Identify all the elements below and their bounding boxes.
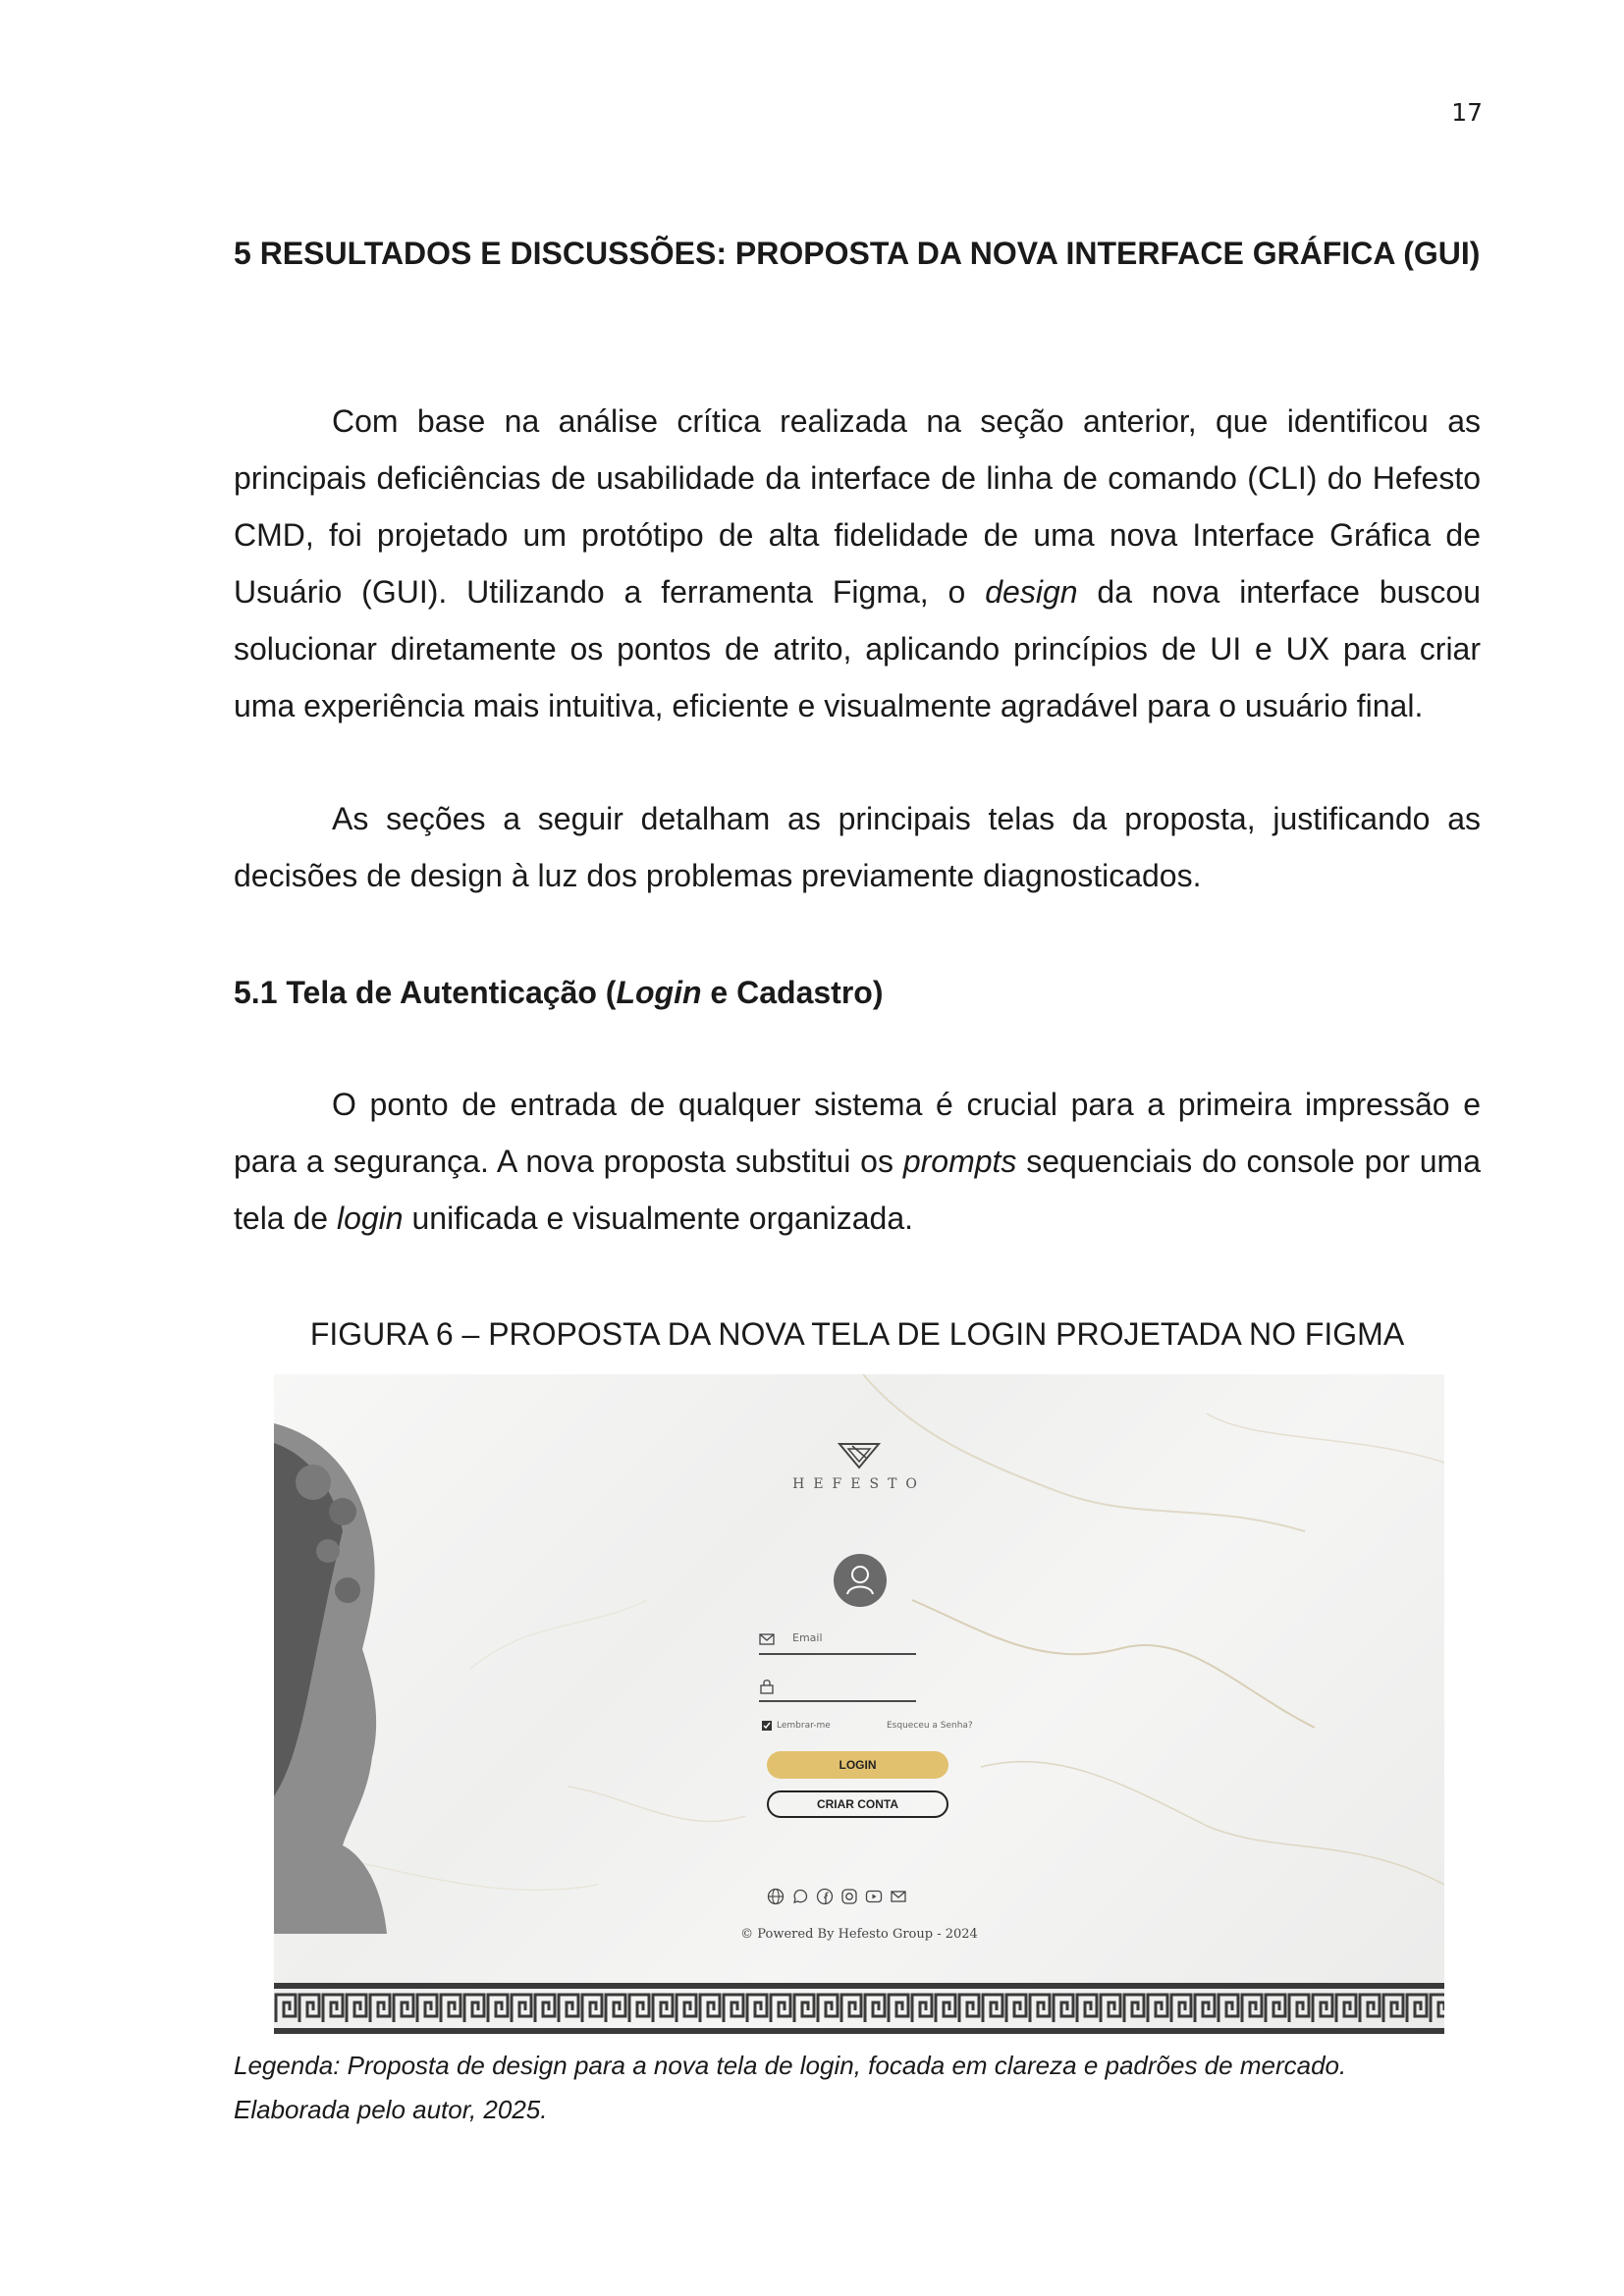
greek-key-unit: [1054, 1995, 1073, 2022]
greek-key-unit: [1407, 1995, 1427, 2022]
remember-checkbox[interactable]: [761, 1720, 773, 1732]
section-heading: 5 RESULTADOS E DISCUSSÕES: PROPOSTA DA NOVA INTERFACE GRÁFICA (GUI): [234, 236, 1481, 271]
greek-key-unit: [1360, 1995, 1380, 2022]
greek-key-unit: [512, 1995, 531, 2022]
greek-key-unit: [299, 1995, 319, 2022]
brand-name: HEFESTO: [792, 1476, 926, 1492]
remember-label: Lembrar-me: [777, 1721, 831, 1731]
greek-key-unit: [323, 1995, 343, 2022]
greek-key-unit: [1006, 1995, 1026, 2022]
greek-key-unit: [276, 1995, 296, 2022]
greek-key-unit: [794, 1995, 814, 2022]
greek-key-unit: [370, 1995, 390, 2022]
greek-key-unit: [724, 1995, 743, 2022]
hefesto-logo-icon: [837, 1441, 882, 1470]
greek-key-unit: [606, 1995, 625, 2022]
user-icon: [834, 1554, 887, 1607]
greek-key-unit: [394, 1995, 413, 2022]
greek-key-unit: [771, 1995, 790, 2022]
page-number: 17: [1451, 98, 1483, 127]
email-label: Email: [792, 1631, 823, 1644]
greek-key-unit: [889, 1995, 908, 2022]
lock-icon: [760, 1679, 774, 1694]
greek-key-unit: [959, 1995, 979, 2022]
paragraph-2: As seções a seguir detalham as principais telas da proposta, justificando as decisões de design à luz dos problemas previamente diagnosticados.: [234, 801, 1481, 893]
greek-key-unit: [1383, 1995, 1403, 2022]
greek-key-unit: [936, 1995, 955, 2022]
greek-key-unit: [1218, 1995, 1238, 2022]
envelope-icon: [759, 1633, 775, 1645]
greek-key-unit: [1030, 1995, 1050, 2022]
greek-key-unit: [629, 1995, 649, 2022]
paragraph-3: O ponto de entrada de qualquer sistema é crucial para a primeira impressão e para a segurança. A nova proposta substitui os prompts sequenciais do console por uma tela de login unificada e visualmente organizada.: [234, 1087, 1482, 1236]
greek-key-unit: [1242, 1995, 1262, 2022]
greek-key-unit: [464, 1995, 484, 2022]
greek-key-unit: [1289, 1995, 1309, 2022]
greek-key-unit: [559, 1995, 578, 2022]
greek-key-unit: [747, 1995, 767, 2022]
figure-title: FIGURA 6 – PROPOSTA DA NOVA TELA DE LOGIN PROJETADA NO FIGMA: [309, 1316, 1405, 1352]
youtube-icon[interactable]: [865, 1888, 883, 1905]
login-button[interactable]: LOGIN: [767, 1751, 948, 1779]
greek-key-border: [274, 1983, 1444, 2034]
greek-key-unit: [1313, 1995, 1332, 2022]
greek-key-unit: [983, 1995, 1002, 2022]
mail-icon[interactable]: [890, 1888, 907, 1905]
greek-key-unit: [1195, 1995, 1215, 2022]
greek-key-unit: [535, 1995, 555, 2022]
greek-key-unit: [818, 1995, 838, 2022]
email-field[interactable]: [759, 1631, 916, 1655]
greek-key-unit: [1124, 1995, 1144, 2022]
greek-key-unit: [912, 1995, 932, 2022]
greek-key-unit: [653, 1995, 673, 2022]
paragraph-1: Com base na análise crítica realizada na seção anterior, que identificou as principais deficiências de usabilidade da interface de linha de comando (CLI) do Hefesto CMD, foi projetado um protótipo de alta fidelidade de uma nova Interface Gráfica de Usuário (GUI). Utilizando a ferramenta Figma, o design da nova interface buscou solucionar diretamente os pontos de atrito, aplicando princípios de UI e UX para criar uma experiência mais intuitiva, eficiente e visualmente agradável para o usuário final.: [234, 403, 1481, 723]
greek-key-unit: [582, 1995, 602, 2022]
greek-key-unit: [1336, 1995, 1356, 2022]
greek-key-unit: [1266, 1995, 1285, 2022]
statue-image: [274, 1423, 411, 1934]
forgot-password-link[interactable]: Esqueceu a Senha?: [887, 1721, 973, 1731]
avatar[interactable]: [834, 1554, 887, 1607]
greek-key-unit: [441, 1995, 460, 2022]
greek-key-unit: [1148, 1995, 1167, 2022]
greek-key-unit: [841, 1995, 861, 2022]
greek-key-unit: [1431, 1995, 1444, 2022]
whatsapp-icon[interactable]: [791, 1888, 809, 1905]
password-field[interactable]: [759, 1679, 916, 1702]
globe-icon[interactable]: [767, 1888, 785, 1905]
figure-caption-source: Elaborada pelo autor, 2025.: [234, 2095, 548, 2124]
figure-caption: Legenda: Proposta de design para a nova tela de login, focada em clareza e padrões de mercado.: [234, 2051, 1347, 2080]
create-account-button[interactable]: CRIAR CONTA: [767, 1790, 948, 1818]
greek-key-unit: [417, 1995, 437, 2022]
greek-key-unit: [488, 1995, 508, 2022]
login-screen-figure: [274, 1374, 1444, 2034]
instagram-icon[interactable]: [840, 1888, 858, 1905]
greek-key-unit: [677, 1995, 696, 2022]
greek-key-unit: [865, 1995, 885, 2022]
greek-key-unit: [700, 1995, 720, 2022]
greek-key-unit: [347, 1995, 366, 2022]
powered-by-footer: © Powered By Hefesto Group - 2024: [740, 1927, 978, 1942]
facebook-icon[interactable]: [816, 1888, 834, 1905]
greek-key-unit: [1101, 1995, 1120, 2022]
greek-key-unit: [1171, 1995, 1191, 2022]
greek-key-unit: [1077, 1995, 1097, 2022]
subsection-heading: 5.1 Tela de Autenticação (Login e Cadastro): [234, 975, 884, 1010]
